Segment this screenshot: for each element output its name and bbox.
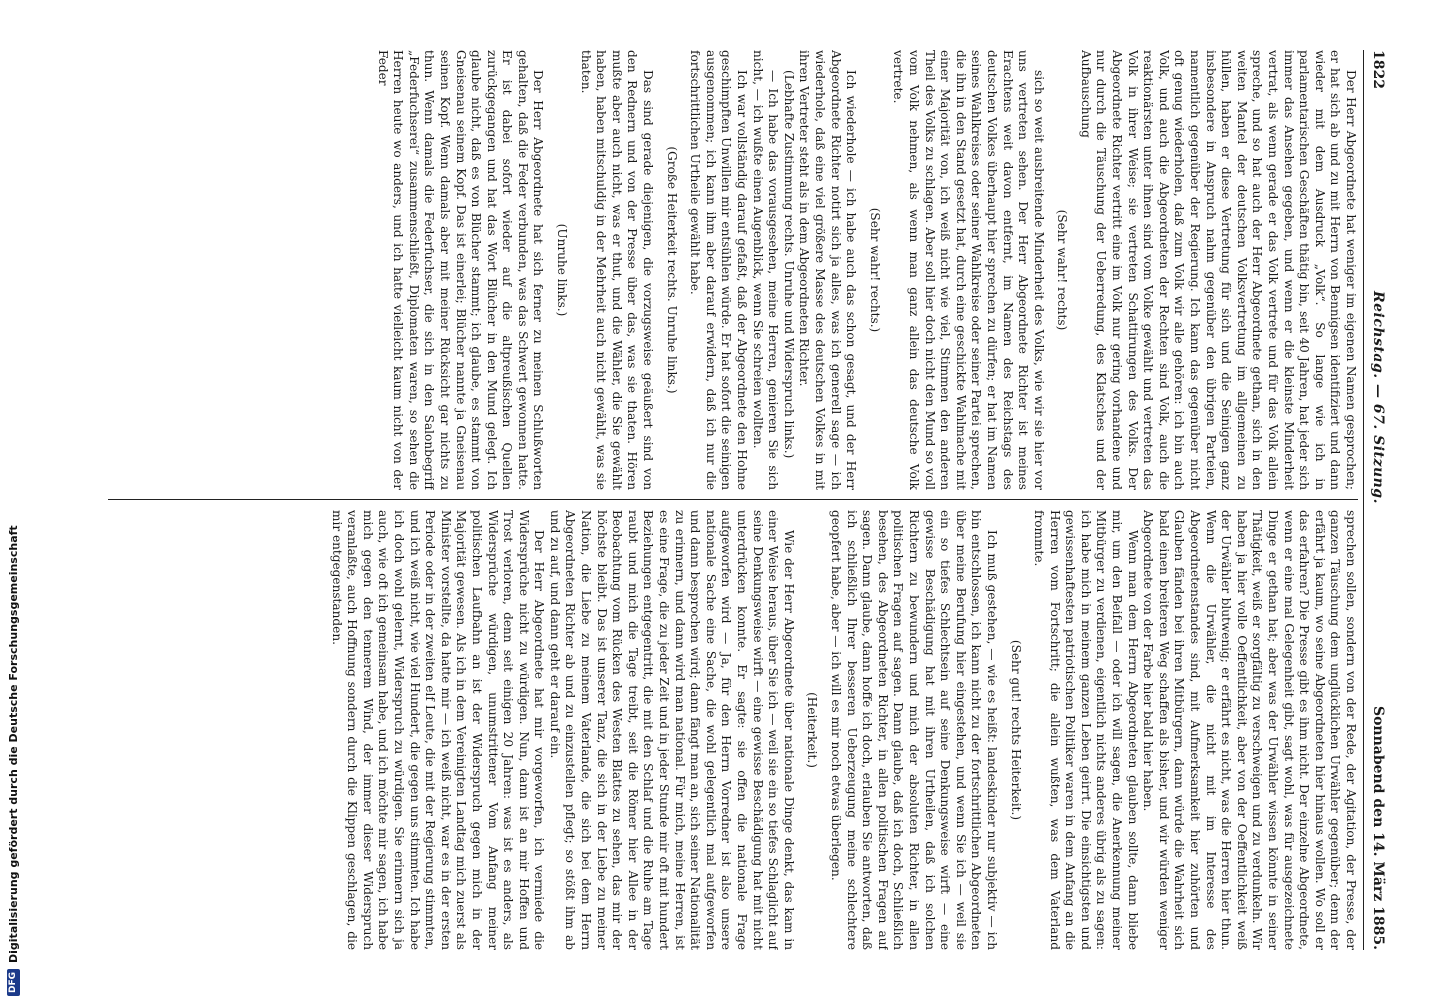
rotated-newspaper-page	[80, 40, 1400, 980]
speech-paragraph: Der Herr Abgeordnete hat weniger im eigenen Namen gesprochen; er hat sich ab und zu mit Herrn von Bennigsen identifiziert und dann wieder mit dem Ausdruck „Volk“. So lange wie ich in parlamentarischen Geschäften thätig bin, seit 40 Jahren, hat jeder sich immer das Ansehen gegeben, und wenn er die kleinste Minderheit vertrat, als wenn gerade er das Volk vertrete und für das Volk allein spreche, und so hat auch der Herr Abgeordnete gethan, sich in den weiten Mantel der deutschen Volksvertretung im allgemeinen zu hüllen, haben er diese Vertretung für sich und die Seinigen ganz insbesondere in Anspruch nahm gegenüber den übrigen Parteien, namentlich gegenüber der Regierung. Ich kann das gegenüber nicht oft genug wiederholen, daß zum Volk wir alle gehören: ich bin auch Volk, und auch die Abgeordneten der Rechten sind Volk, auch die reaktionärsten unter ihnen sind vom Volke gewählt und vertreten das Volk in ihrer Weise; sie vertreten Schattirungen des Volks. Der Abgeordnete Richter vertritt eine im Volk nur gering vorhandene und nur durch die Täuschung der Ueberredung, des Klatsches und der Aufbauschung	[1078, 50, 1358, 490]
speech-paragraph: Der Herr Abgeordnete hat mir vorgeworfen, ich vermiede die Widersprüche nicht zu würdigen. Nun, dann ist an mir Hoffen und Trost verloren, denn seit einigen 20 Jahren: was ist es anders, als Widersprüche würdigen, unumstrittener Vom Anfang meiner politischen Laufbahn an ist der Widerspruch gegen mich in der Majorität gewesen. Als ich in dem Vereinigten Landtag mich zuerst als Minister vorstellte, da hatte mir — ich weiß nicht, war es in der ersten Periode oder in der zweiten elf Leute, die mit der Regierung stimmten, und ich weiß nicht, wie viel Hundert, die gegen uns stimmten. Ich habe ich doch wohl gelernt, Widerspruch zu würdigen. Sie erinnern sich ja auch, wie oft ich gemeinsam habe, und ich möchte mir sagen, ich habe mich gegen den tennerem Wind, der immer dieser Widerspruch veranlaßte, auch Hoffnung sondern durch die Klippen geschlagen, die mir entgegenstanden.	[329, 510, 547, 950]
speech-remark: (Sehr wahr! rechts)	[1055, 209, 1070, 331]
dfg-logo-icon: DFG	[7, 969, 20, 996]
speech-remark: (Sehr gut! rechts Heiterkeit.)	[1008, 639, 1023, 821]
speech-remark: (Heiterkeit.)	[805, 692, 820, 768]
header-rule	[1363, 50, 1364, 950]
speech-paragraph: sprechen sollen, sondern von der Rede, der Agitation, der Presse, der ganzen Täuschung dem unglücklichen Urwähler gegenüber; denn der erfährt ja kaum, wo seine Abgeordneten hier hinaus wollen. Wo soll er das erfahren? Die Presse gibt es ihm nicht. Der einzelne Abgeordnete, wenn er eine mal Gelegenheit gibt, sagt wohl, was für ausgezeichnete Dinge er gethan hat; aber was der Urwähler wissen könnte in seiner Thätigkeit, weiß er sorgfältig zu verschweigen und zu verdunkeln. Wir haben ja hier volle Oeffentlichkeit, aber von der Oeffentlichkeit weiß der Urwähler blutwenig; er erfährt es nicht, was die Herren hier thun. Wenn die Urwähler, die nicht mit im Interesse des Abgeordnetenstandes sind, mit Aufmerksamkeit hier zuhörten und Glauben fänden bei ihren Mitbürgern, dann würde die Wahrheit sich bald einen breiteren Weg schaffen als bisher, und wir würden weniger Abgeordnete von der Farbe hier bald hier haben.	[1141, 510, 1358, 950]
speech-paragraph: Das sind gerade diejenigen, die vorzugsweise geäußert sind von den Rednern und von der Presse über das, was sie thaten. Hören mußte aber auch nicht, was er thut, und die Wähler, die Sie gewählt haben, haben mitschuldig in der Mehrheit auch nicht gewählt, was sie thaten.	[578, 50, 656, 490]
running-header	[1370, 50, 1386, 950]
funding-credit: Digitalisierung gefördert durch die Deutsche Forschungsgemeinschaft	[6, 525, 20, 963]
speech-paragraph: (Lebhafte Zustimmung rechts. Unruhe und Widerspruch links.)	[781, 70, 796, 459]
funding-footer	[4, 2, 22, 996]
header-title: Reichstag. — 67. Sitzung.	[1370, 290, 1386, 504]
speech-paragraph: Der Herr Abgeordnete hat sich ferner zu meinen Schlußworten gehalten, daß die Feder verbunden, was das Schwert gewonnen hatte. Er ist dabei sofort wieder auf die altpreußischen Quellen zurückgegangen und hat das Wort Blücher in den Mund gelegt. Ich glaube nicht, daß es von Blücher stammt; ich glaube, es stammt von Gneisenau seinem Kopf. Das ist einerlei; Blücher nannte ja Gneisenau seinen Kopf. Wenn damals aber mit meiner Rücksicht gar nichts zu thun. Wenn damals die Federfuchser, die sich in den Salonbegriff „Federfuchserei“ zusammenschließt, Diplomaten waren, so sehen die Herren heute wo anders, und ich hatte vielleicht kaum nicht von der Feder	[375, 50, 546, 490]
speech-remark: (Sehr wahr! rechts.)	[867, 207, 882, 333]
right-column	[108, 510, 1358, 950]
speech-paragraph: Ich war vollständig darauf gefaßt, daß der Abgeordnete den Hohne geschimpften Unwillen mir entsühlen würde. Er hat sofort die seinigen ausgenommen; ich kann ihm aber darauf erwidern, daß ich nur die fortschrittlichen Urtheile gewählt habe.	[688, 50, 750, 490]
column-divider	[108, 499, 1358, 500]
header-date: Sonnabend den 14. März 1885.	[1370, 705, 1386, 950]
speech-paragraph: Ich wiederhole — ich habe auch das schon gesagt, und der Herr Abgeordnete Richter notirt sich ja alles, was ich generell sage — ich wiederhole, daß eine viel größere Masse des deutschen Volkes in mit ihren Vertreter steht als in dem Abgeordneten Richter.	[797, 50, 859, 490]
speech-remark: (Unruhe links.)	[555, 223, 570, 317]
speech-paragraph: Ich muß gestehen, — wie es heißt: landeskinder nur subjektiv — ich bin entschlossen, ich kann nicht zu der fortschrittlichen Abgeordneten über meine Berufung hier eingestehen, und wenn Sie ich — weil sie ein so tiefes Schlechtsein auf seine Denkungsweise wirft — eine gewisse Beschädigung hat mit ihren Urtheilen, daß ich solchen Richtern zu bewundern und mich der absoluten Richter, in allen politischen Fragen auf sagen. Dann glaube, daß ich doch, Schließlich besehen, des Abgeordneten Richter, in allen politischen Fragen auf sagen. Dann glaube, dann hoffe ich doch, erlauben Sie antworten, daß ich schließlich Ihrer besseren Ueberzeugung meine schlechtere geopfert habe, aber — ich will es mir noch etwas überlegen.	[829, 510, 999, 950]
speech-paragraph: Wenn man dem Herrn Abgeordneten glauben sollte, dann bliebe mir, um den Beifall — oder ich will sagen, die Anerkennung meiner Mitbürger zu verdienen, eigentlich nichts anderes übrig als zu sagen: ich habe mich in meinem ganzen Leben geirrt. Die einsichtigsten und gewissenhaftesten patriotischen Politiker waren in dem Anfang an die Herren vom Fortschritt; die allein wußten, was dem Vaterland frommte.	[1032, 510, 1140, 950]
speech-paragraph: sich so weit ausbreitende Minderheit des Volks, wie wir sie hier vor uns vertreten sehen. Der Herr Abgeordnete Richter ist meines Erachtens weit davon entfernt, im Namen des Reichstags des deutschen Volkes überhaupt hier sprechen zu dürfen; er hat im Namen seines Wahlkreises oder seiner Wahlkreise oder seiner Partei sprechen, die ihn in den Stand gesetzt hat, durch eine geschickte Wahlmache mit einer Majorität von, ich weiß nicht wie viel, Stimmen den anderen Theil des Volks zu schlagen. Aber soll hier doch nicht den Mund so voll vom Volk nehmen, als wenn man ganz allein das deutsche Volk vertrete.	[891, 50, 1046, 490]
speech-remark: (Große Heiterkeit rechts. Unruhe links.)	[664, 146, 679, 394]
speech-paragraph: Wie der Herr Abgeordnete über nationale Dinge denkt, das kam in einer Weise heraus, über Sie ich — weil sie ein so tiefes Schlaglicht auf seine Denkungsweise wirft — eine gewisse Beschädigung hat mit nicht unterdrücken konnte. Er sagte: sie offen die nationale Frage aufgeworfen wird — Ja, für den Herrn Vorredner ist also unsere nationale Sache eine Sache, die wohl gelegentlich mal aufgeworfen und dann besprochen wird; dann fängt man an, sich seiner Nationalität zu erinnern, und dann wird man national. Für mich, meine Herren, ist es eine Frage, die zu jeder Zeit und in jeder Stunde mir oft mit hundert Beziehungen entgegentritt, die mit den Schlaf und die Ruhe am Tage raubt und mich die Tage treibt, seit die Römer hier Allee in der Beobachtung vom Rücken des Westen Blattes zu sehen, das mir der höchste bleibt. Das ist unserer Tanz, die sich in der Liebe zu meiner Nation, die Liebe zu meinem Vaterlande, die sich bei dem Herrn Abgeordneten Richter ab und zu einzustellen pflegt; so stößt ihm ab und zu auf, und dann geht er darauf ein.	[547, 510, 796, 950]
page-number: 1822	[1370, 50, 1386, 89]
speech-paragraph: — Ich habe das vorausgesehen, meine Herren, genieren Sie sich nicht, — ich wußte einen Augenblick, wenn Sie schreien wollten.	[750, 50, 781, 490]
left-column	[108, 50, 1358, 490]
